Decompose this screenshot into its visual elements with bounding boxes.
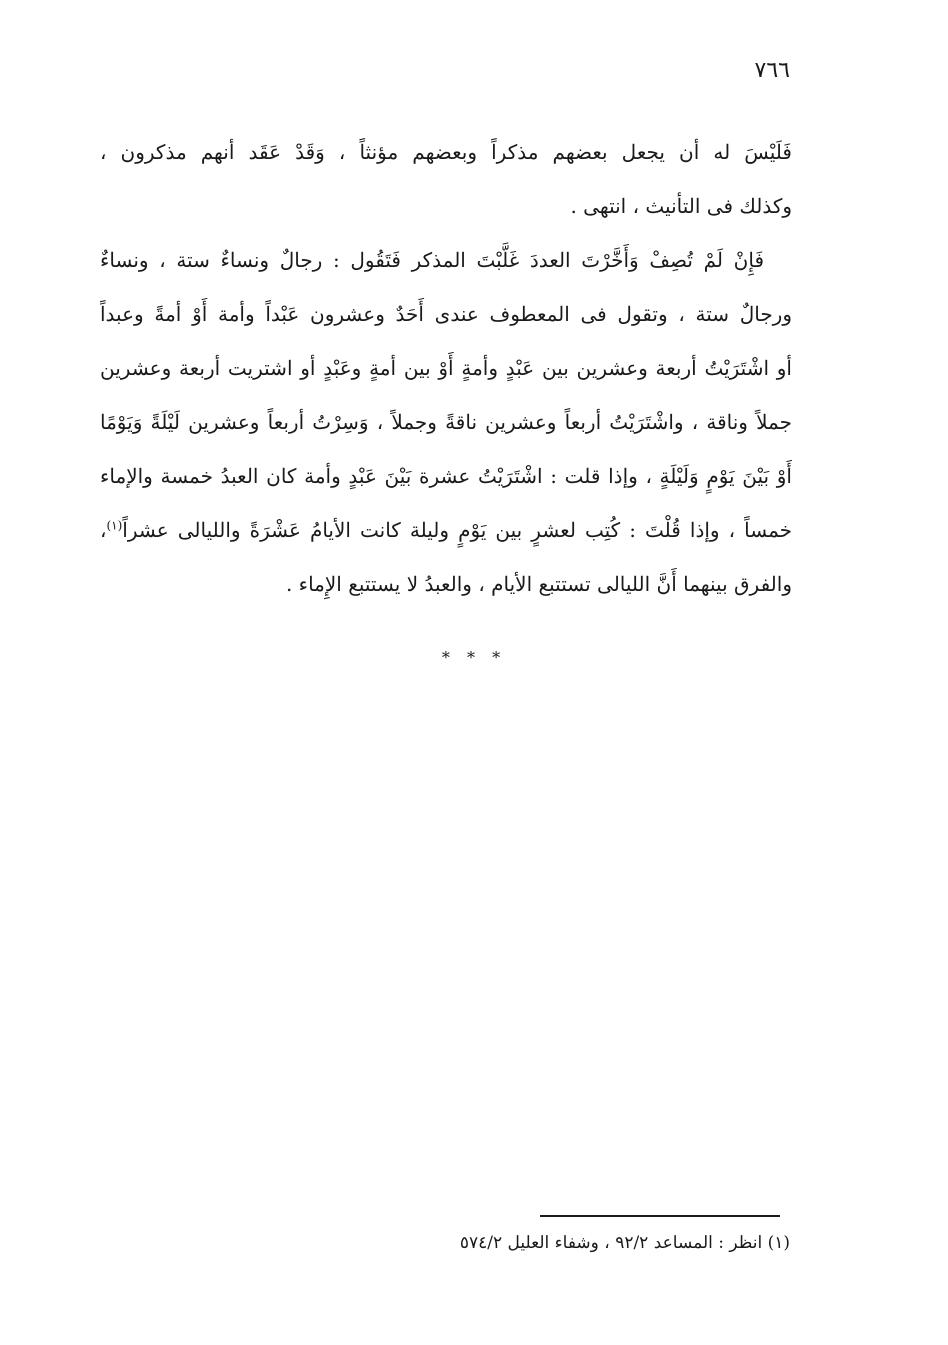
text-line-9: والفرق بينهما أَنَّ الليالى تستتبع الأيام ، والعبدُ لا يستتبع الإِماء .	[285, 572, 792, 596]
footnote-reference-comma: ،	[100, 518, 107, 542]
footnote-reference: (١)	[106, 518, 123, 533]
text-line-7: أَوْ بَيْنَ يَوْمٍ وَلَيْلَةٍ ، وإذا قلت : اشْتَرَيْتُ عشرة بَيْنَ عَبْدٍ وأمة كان العبدُ خمسة والإماء	[100, 464, 792, 488]
text-line-4: ورجالٌ ستة ، وتقول فى المعطوف عندى أَحَدٌ وعشرون عَبْداً وأمة أَوْ أمةً وعبداً	[100, 302, 792, 326]
page-number: ٧٦٦	[754, 58, 790, 83]
footnote-text: (١) انظر : المساعد ٩٢/٢ ، وشفاء العليل ٥٧٤/٢	[459, 1233, 790, 1253]
section-separator: * * *	[441, 648, 507, 667]
text-line-2: وكذلك فى التأنيث ، انتهى .	[570, 194, 792, 218]
text-line-5: أو اشْتَرَيْتُ أربعة وعشرين بين عَبْدٍ وأمةٍ أَوْ بين أمةٍ وعَبْدٍ أو اشتريت أربعة وعشرين	[100, 356, 792, 380]
text-line-3: فَإِنْ لَمْ تُصِفْ وَأَخَّرْتَ العددَ غَلَّبْتَ المذكر فَتَقُول : رجالٌ ونساءٌ ستة ، ونساءٌ	[100, 248, 764, 272]
body-text	[100, 125, 792, 611]
text-line-1: فَلَيْسَ له أن يجعل بعضهم مذكراً وبعضهم مؤنثاً ، وَقَدْ عَقَد أنهم مذكرون ،	[100, 140, 792, 164]
text-line-6: جملاً وناقة ، واشْتَرَيْتُ أربعاً وعشرين ناقةً وجملاً ، وَسِرْتُ أربعاً وعشرين لَيْلَةً وَيَوْمًا	[100, 410, 792, 434]
text-line-8-content: خمساً ، وإذا قُلْتَ : كُتِب لعشرٍ بين يَوْمٍ وليلة كانت الأيامُ عَشْرَةً والليالى عشراً	[122, 518, 792, 542]
footnote-divider	[540, 1215, 780, 1217]
text-line-8	[100, 503, 792, 557]
